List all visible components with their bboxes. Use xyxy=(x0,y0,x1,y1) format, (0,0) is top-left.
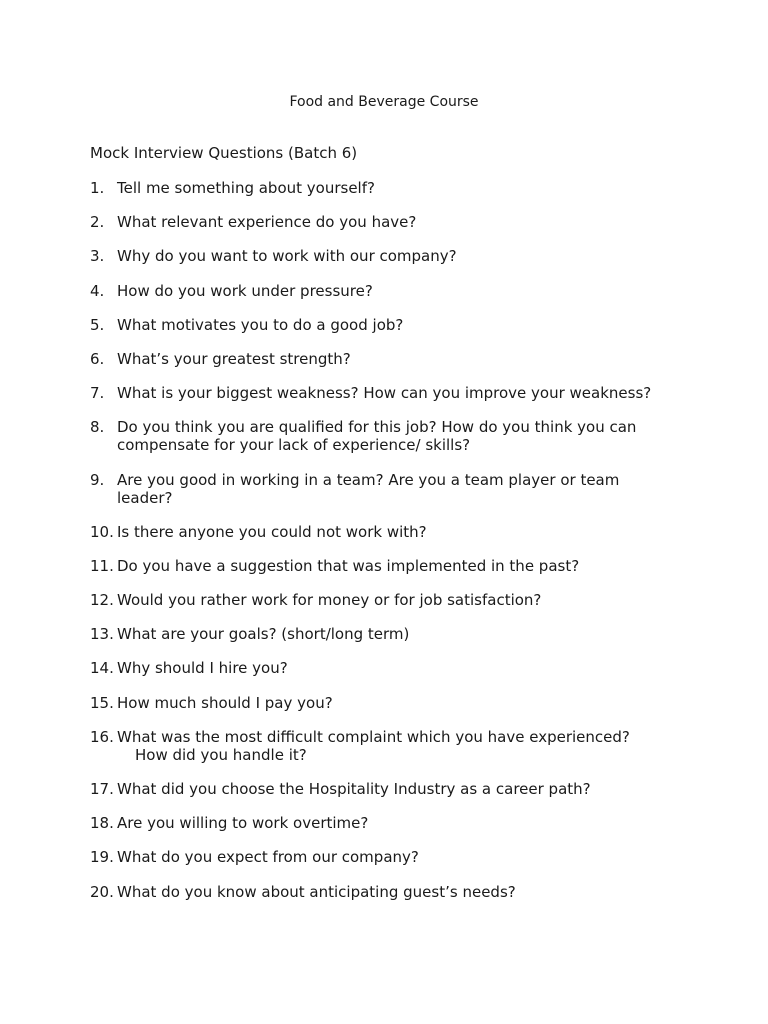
question-number: 11. xyxy=(90,556,114,575)
question-number: 13. xyxy=(90,625,114,644)
question-number: 4. xyxy=(90,281,105,300)
document-title: Food and Beverage Course xyxy=(289,94,479,110)
question-text: Do you have a suggestion that was implemented in the past? xyxy=(117,556,580,575)
question-number: 15. xyxy=(90,693,114,712)
question-number: 12. xyxy=(90,591,114,610)
question-number: 18. xyxy=(90,814,114,833)
question-item xyxy=(90,316,690,334)
question-text-continuation: How did you handle it? xyxy=(135,745,307,764)
section-heading: Mock Interview Questions (Batch 6) xyxy=(90,144,358,162)
question-number: 8. xyxy=(90,418,105,437)
question-text: Would you rather work for money or for job satisfaction? xyxy=(117,591,542,610)
question-list xyxy=(90,179,690,917)
question-text: What did you choose the Hospitality Industry as a career path? xyxy=(117,780,591,798)
question-text: What is your biggest weakness? How can you improve your weakness? xyxy=(117,384,652,403)
question-number: 3. xyxy=(90,247,105,266)
question-item xyxy=(90,418,690,454)
question-item xyxy=(90,282,690,300)
question-number: 9. xyxy=(90,470,105,489)
question-number: 1. xyxy=(90,179,105,197)
question-number: 2. xyxy=(90,213,105,232)
question-text: Do you think you are qualified for this job? How do you think you can xyxy=(117,418,637,437)
question-text: What was the most difficult complaint which you have experienced? xyxy=(117,727,630,746)
question-text: What’s your greatest strength? xyxy=(117,349,351,368)
question-text: Tell me something about yourself? xyxy=(117,179,375,197)
question-item xyxy=(90,384,690,402)
question-number: 20. xyxy=(90,882,114,901)
question-number: 6. xyxy=(90,349,105,368)
question-item xyxy=(90,179,690,197)
question-number: 10. xyxy=(90,522,114,541)
question-text: What do you expect from our company? xyxy=(117,848,419,867)
question-text: What relevant experience do you have? xyxy=(117,213,417,232)
question-item xyxy=(90,523,690,541)
question-text: What are your goals? (short/long term) xyxy=(117,625,410,644)
question-text: How much should I pay you? xyxy=(117,693,333,712)
question-item xyxy=(90,728,690,764)
question-text: Are you willing to work overtime? xyxy=(117,814,369,833)
question-text: Are you good in working in a team? Are you a team player or team xyxy=(117,470,620,489)
question-item xyxy=(90,883,690,901)
question-item xyxy=(90,780,690,798)
question-item xyxy=(90,471,690,507)
question-item xyxy=(90,350,690,368)
question-item xyxy=(90,591,690,609)
question-text: Why should I hire you? xyxy=(117,659,288,678)
question-item xyxy=(90,247,690,265)
question-item xyxy=(90,814,690,832)
question-number: 14. xyxy=(90,659,114,678)
question-item xyxy=(90,213,690,231)
question-number: 7. xyxy=(90,384,105,403)
question-item xyxy=(90,557,690,575)
question-text: What motivates you to do a good job? xyxy=(117,315,404,334)
question-text-continuation: leader? xyxy=(117,488,173,507)
question-text-continuation: compensate for your lack of experience/ skills? xyxy=(117,436,471,455)
question-text: Is there anyone you could not work with? xyxy=(117,522,427,541)
question-text: Why do you want to work with our company? xyxy=(117,247,457,266)
question-item xyxy=(90,694,690,712)
question-item xyxy=(90,848,690,866)
question-item xyxy=(90,659,690,677)
question-item xyxy=(90,625,690,643)
question-number: 17. xyxy=(90,780,114,798)
question-number: 19. xyxy=(90,848,114,867)
question-text: What do you know about anticipating guest’s needs? xyxy=(117,882,516,901)
question-text: How do you work under pressure? xyxy=(117,281,373,300)
question-number: 5. xyxy=(90,315,105,334)
question-number: 16. xyxy=(90,727,114,746)
